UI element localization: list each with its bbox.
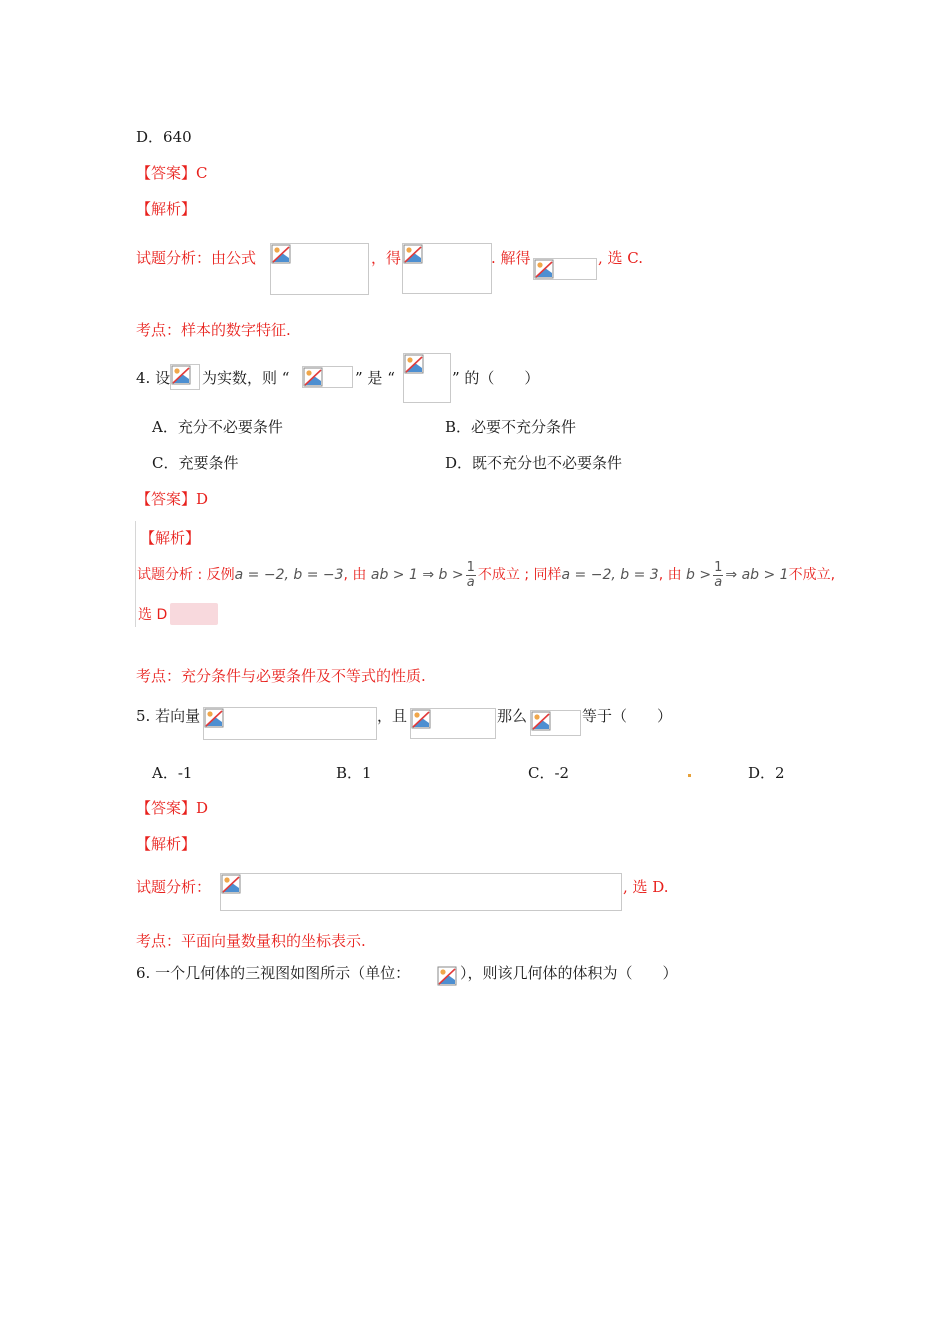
q5-stem-mid1: ，且 [377,707,408,725]
answer-value: C [196,164,208,182]
broken-image-icon [221,874,241,894]
q3-analysis-prefix: 试题分析：由公式 [136,249,257,267]
counterexample-1: a = −2, b = −3 [234,567,344,583]
q3-analysis-end: , 选 C. [598,249,644,267]
counterexample-2: a = −2, b = 3 [561,567,659,583]
q5-stem-end: 等于（ ） [582,707,673,725]
q3-option-d: D．640 [136,128,192,146]
broken-image-icon [303,367,323,387]
q4-stem-mid2: ” 是 “ [355,369,395,387]
broken-image-icon [403,244,423,264]
q3-analysis-mid1: ，得 [371,249,402,267]
q4-option-a: A．充分不必要条件 [152,418,283,436]
by-text-2: , 由 [658,567,682,583]
formula-image [203,707,377,740]
q6-stem-start: 6. 一个几何体的三视图如图所示（单位： [136,964,411,982]
q5-option-b: B．1 [336,764,372,782]
q5-kaodian: 考点：平面向量数量积的坐标表示. [136,932,366,950]
q4-option-c: C．充要条件 [152,454,239,472]
q5-analysis-end: , 选 D. [623,878,669,896]
by-text-1: , 由 [343,567,367,583]
formula-image [403,353,451,403]
analysis-margin-bar [135,521,136,627]
q4-option-d: D．既不充分也不必要条件 [445,454,623,472]
q6-stem-end: ），则该几何体的体积为（ ） [460,964,678,982]
q3-answer [136,163,208,183]
fraction-denominator: a [466,574,475,590]
q5-analysis-prefix: 试题分析： [136,878,212,896]
q4-kaodian: 考点：充分条件与必要条件及不等式的性质. [136,667,426,685]
q5-option-a: A．-1 [152,764,193,782]
answer-label: 【答案】 [136,164,197,182]
q5-analysis-label: 【解析】 [136,835,197,853]
q5-stem-start: 5. 若向量 [136,707,201,725]
q4-choose: 选 D [138,607,168,623]
q5-option-c: C．-2 [528,764,570,782]
q4-stem-mid1: 为实数，则 “ [202,369,290,387]
q4-analysis-label: 【解析】 [140,529,201,547]
q4-stem-start: 4. 设 [136,369,171,387]
q5-option-d: D．2 [748,764,785,782]
blurred-watermark [170,603,218,625]
fail-text-2: 不成立, [788,567,836,583]
answer-label: 【答案】 [136,490,197,508]
broken-image-icon [171,365,191,385]
q3-analysis-mid2: . 解得 [491,249,531,267]
formula-image [402,243,492,294]
formula-image [410,708,496,739]
formula-image [530,710,581,736]
formula-image [302,366,353,388]
broken-image-icon [531,711,551,731]
broken-image-icon [404,354,424,374]
fraction-denominator: a [714,574,723,590]
fail-text-1: 不成立 ; 同样 [477,567,562,583]
formula-image [170,364,200,390]
answer-label: 【答案】 [136,799,197,817]
q4-answer [136,489,208,509]
answer-value: D [196,490,209,508]
broken-image-icon [271,244,291,264]
implication-1: ab > 1 ⇒ b > [370,567,464,583]
implication-2-right: ⇒ ab > 1 [725,567,789,583]
fraction-numerator: 1 [714,559,723,575]
q5-answer [136,798,208,818]
fraction-one-over-a [466,561,476,590]
implication-2-left: b > [686,567,712,583]
answer-value: D [196,799,209,817]
broken-image-icon [411,709,431,729]
formula-image [270,243,369,295]
q3-kaodian: 考点：样本的数字特征. [136,321,291,339]
formula-image [533,258,597,280]
q4-option-b: B．必要不充分条件 [445,418,577,436]
stray-dot [688,774,691,777]
formula-image [220,873,622,911]
broken-image-icon [204,708,224,728]
broken-image-icon [534,259,554,279]
q4-analysis-line [137,559,835,591]
q5-stem-mid2: 那么 [497,707,528,725]
fraction-numerator: 1 [466,559,475,575]
q4-stem-end: ” 的（ ） [452,369,540,387]
q3-analysis-label: 【解析】 [136,200,197,218]
fraction-one-over-a [713,561,723,590]
broken-image-icon [437,966,457,986]
formula-image [437,966,461,986]
analysis-prefix: 试题分析 : 反例 [137,567,235,583]
